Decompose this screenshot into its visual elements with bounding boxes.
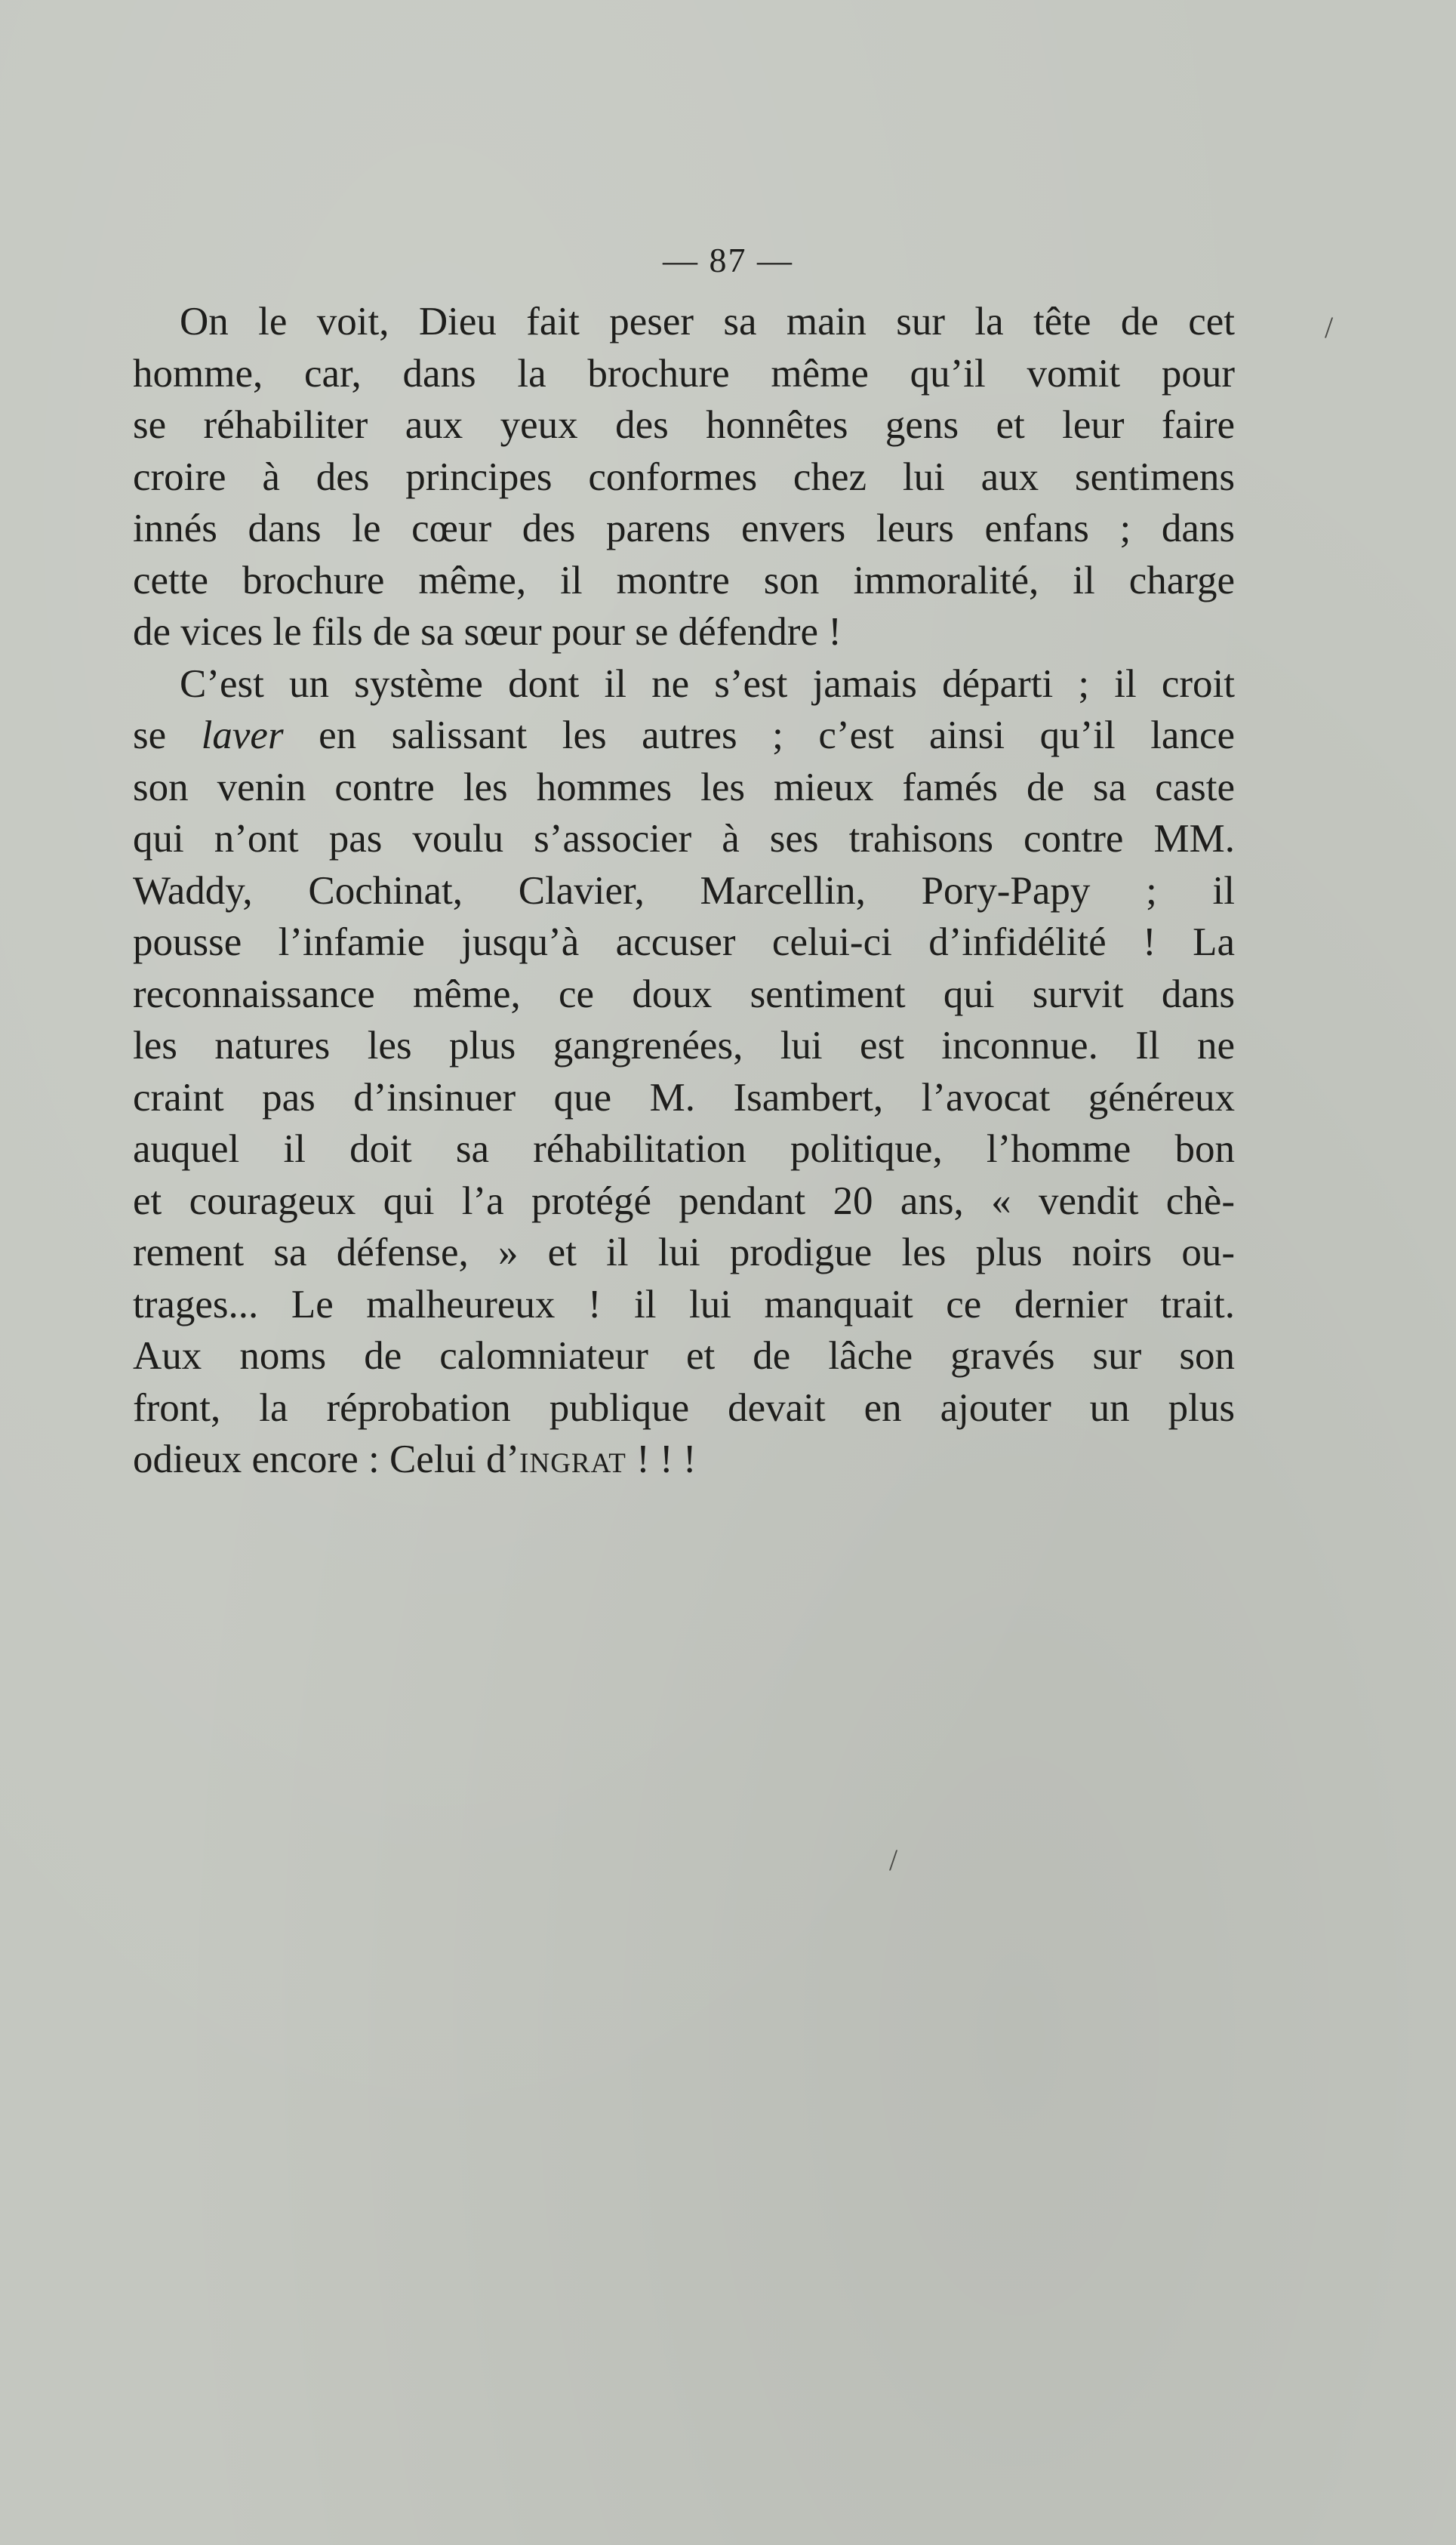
text-run: ! ! !	[626, 1437, 697, 1481]
text-line: reconnaissance même, ce doux sentiment qui survit dans	[133, 972, 1235, 1016]
text-line: croire à des principes conformes chez lui aux sentimens	[133, 454, 1235, 499]
text-line: les natures les plus gangrenées, lui est inconnue. Il ne	[133, 1024, 1235, 1068]
text-line: pousse l’infamie jusqu’à accuser celui-ci d’infidélité ! La	[133, 920, 1235, 964]
page-number: — 87 —	[663, 241, 793, 279]
text-line: cette brochure même, il montre son immoralité, il charge	[133, 558, 1235, 602]
italic-word: laver	[201, 713, 284, 757]
text-line: rement sa défense, » et il lui prodigue les plus noirs ou-	[133, 1231, 1235, 1274]
text-line-final	[133, 1434, 1235, 1486]
smallcaps-word: ingrat	[519, 1437, 626, 1481]
text-run: se	[133, 713, 202, 757]
text-line: de vices le fils de sa sœur pour se défendre !	[133, 610, 842, 654]
paragraph-1	[133, 296, 1235, 658]
text-line: se réhabiliter aux yeux des honnêtes gens et leur faire	[133, 403, 1235, 447]
text-line: auquel il doit sa réhabilitation politique, l’homme bon	[133, 1127, 1235, 1171]
text-line: Waddy, Cochinat, Clavier, Marcellin, Pory-Papy ; il	[133, 868, 1235, 913]
text-line: craint pas d’insinuer que M. Isambert, l’avocat généreux	[133, 1075, 1235, 1120]
text-line: Aux noms de calomniateur et de lâche gravés sur son	[133, 1334, 1235, 1378]
text-line-with-italic	[133, 710, 1235, 762]
body-text	[133, 296, 1235, 1486]
text-line: On le voit, Dieu fait peser sa main sur la tête de cet	[180, 300, 1235, 344]
margin-mark: /	[889, 1843, 898, 1877]
text-line: homme, car, dans la brochure même qu’il vomit pour	[133, 351, 1235, 396]
paragraph-2	[133, 658, 1235, 1486]
text-run: en salissant les autres ; c’est ainsi qu’il lance	[283, 713, 1235, 757]
margin-mark: /	[1325, 310, 1334, 344]
text-line: qui n’ont pas voulu s’associer à ses trahisons contre MM.	[133, 817, 1235, 861]
text-line: innés dans le cœur des parens envers leurs enfans ; dans	[133, 507, 1235, 550]
text-line: et courageux qui l’a protégé pendant 20 ans, « vendit chè-	[133, 1179, 1235, 1223]
text-line: C’est un système dont il ne s’est jamais départi ; il croit	[180, 661, 1235, 706]
text-line: trages... Le malheureux ! il lui manquait ce dernier trait.	[133, 1282, 1235, 1326]
text-run: odieux encore : Celui d’	[133, 1437, 520, 1481]
text-line: front, la réprobation publique devait en ajouter un plus	[133, 1385, 1235, 1430]
text-line: son venin contre les hommes les mieux famés de sa caste	[133, 765, 1235, 809]
